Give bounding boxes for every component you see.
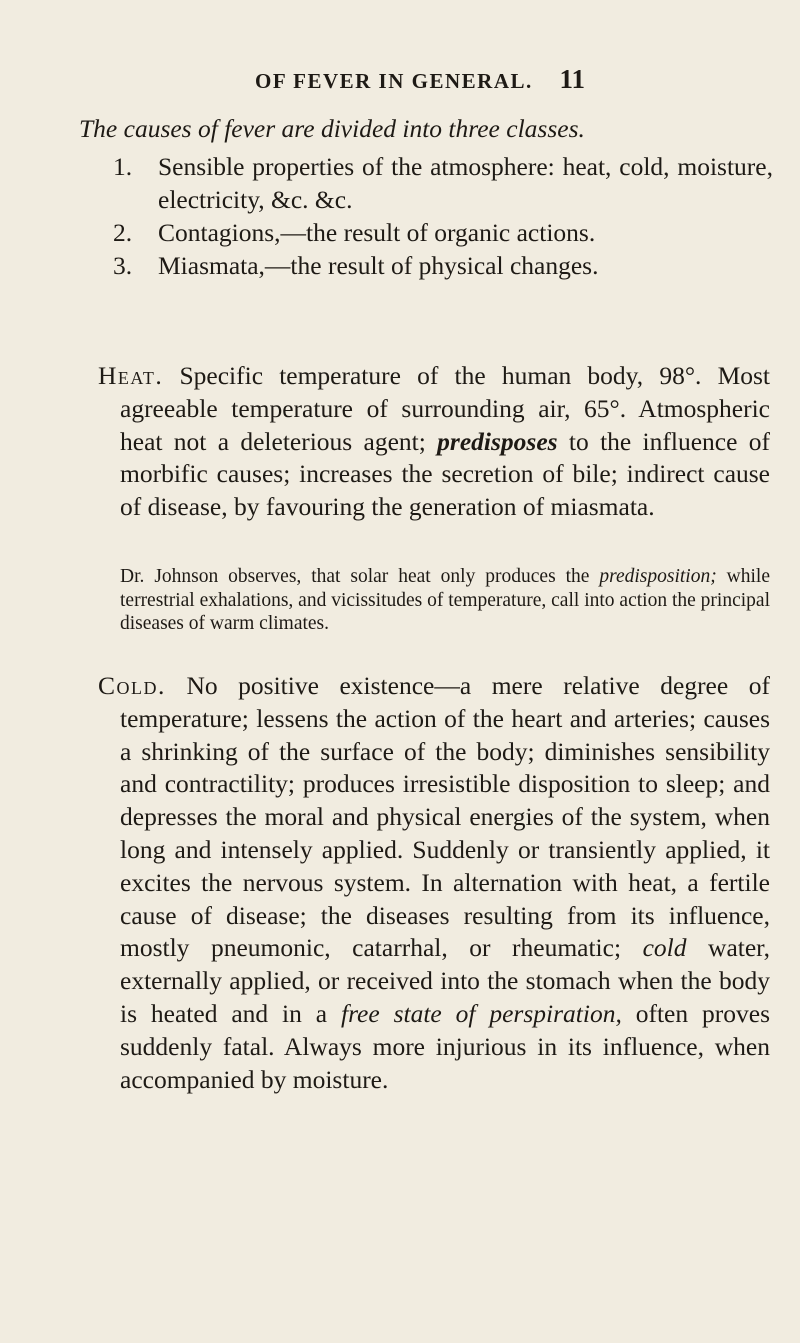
cold-emphasis: cold <box>642 933 687 963</box>
list-item <box>113 150 773 216</box>
page-number: 11 <box>559 64 585 94</box>
list-number: 2. <box>113 218 133 247</box>
running-head: OF FEVER IN GENERAL. <box>255 69 533 93</box>
cold-text-c: often proves suddenly fatal. Always more injurious in its influence, when accompanied by moisture. <box>120 998 770 1094</box>
page-header <box>255 64 585 95</box>
cold-paragraph <box>98 670 770 1096</box>
heat-term: Heat. <box>98 361 164 390</box>
cold-text-b: water, externally applied, or received into the stomach when the body is heated and in a <box>120 933 771 1028</box>
cold-term: Cold. <box>98 671 166 700</box>
note-text-a: Dr. Johnson observes, that solar heat only produces the <box>120 566 600 587</box>
causes-list <box>113 150 773 282</box>
list-number: 1. <box>113 152 133 181</box>
list-text: Miasmata,—the result of physical changes. <box>158 251 599 280</box>
note-emphasis: predisposition; <box>599 566 717 587</box>
note-text-b: while terrestrial exhalations, and vicissitudes of temperature, call into action the principal diseases of warm climates. <box>120 566 770 634</box>
perspiration-emphasis: free state of perspiration, <box>340 998 622 1028</box>
section-heading: The causes of fever are divided into three classes. <box>79 114 585 143</box>
list-text: Sensible properties of the atmosphere: heat, cold, moisture, electricity, &c. &c. <box>158 152 773 214</box>
heat-text-a: Specific temperature of the human body, 98°. Most agreeable temperature of surrounding air, 65°. Atmospheric heat not a deleterious agent; <box>120 361 770 456</box>
list-number: 3. <box>113 251 133 280</box>
list-text: Contagions,—the result of organic actions. <box>158 218 596 247</box>
heat-paragraph <box>98 360 770 524</box>
list-item <box>113 216 773 249</box>
heat-text-b: to the influence of morbific causes; increases the secretion of bile; indirect cause of disease, by favouring the generation of miasmata. <box>120 426 770 522</box>
heat-emphasis: predisposes <box>437 426 558 456</box>
list-item <box>113 249 773 282</box>
cold-text-a: No positive existence—a mere relative degree of temperature; lessens the action of the heart and arteries; causes a shrinking of the surface of the body; diminishes sensibility and contractility; produces irresistible disposition to sleep; and depresses the moral and physical energies of the system, when long and intensely applied. Suddenly or transiently applied, it excites the nervous system. In alternation with heat, a fertile cause of disease; the diseases resulting from its influence, mostly pneumonic, catarrhal, or rheumatic; <box>120 671 770 963</box>
johnson-note <box>120 565 770 636</box>
